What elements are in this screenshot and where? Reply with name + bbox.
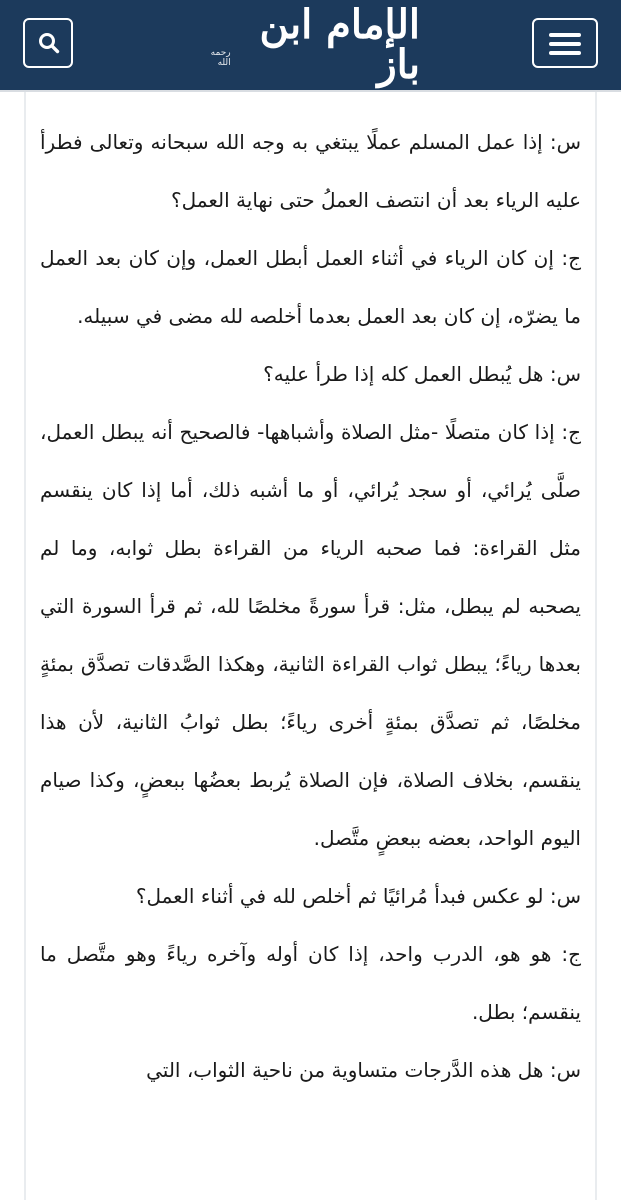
header-divider (0, 90, 621, 92)
content-border-right (595, 92, 597, 1200)
article-body (40, 113, 581, 1099)
question-paragraph: س: لو عكس فبدأ مُرائيًا ثم أخلص لله في أثناء العمل؟ (135, 884, 581, 908)
answer-paragraph: ج: إن كان الرياء في أثناء العمل أبطل العمل، وإن كان بعد العمل ما يضرّه، إن كان بعد العمل بعدما أخلصه لله مضى في سبيله. (40, 246, 581, 328)
question-paragraph: س: هل يُبطل العمل كله إذا طرأ عليه؟ (263, 362, 581, 386)
logo-honorific: رحمه الله (210, 48, 231, 68)
menu-button[interactable] (532, 18, 598, 68)
site-header (0, 0, 621, 90)
answer-paragraph: ج: إذا كان متصلًا -مثل الصلاة وأشباهها- فالصحيح أنه يبطل العمل، صلَّى يُرائي، أو سجد يُرائي، أو ما أشبه ذلك، أما إذا كان ينقسم مثل القراءة: فما صحبه الرياء من القراءة بطل ثوابه، وما لم يصحبه لم يبطل، مثل: قرأ سورةً مخلصًا لله، ثم قرأ السورة التي بعدها رياءً؛ يبطل ثواب القراءة الثانية، وهكذا الصَّدقات تصدَّق بمئةٍ مخلصًا، ثم تصدَّق بمئةٍ أخرى رياءً؛ بطل ثوابُ الثانية، لأن هذا ينقسم، بخلاف الصلاة، فإن الصلاة يُربط بعضُها ببعضٍ، وكذا صيام اليوم الواحد، بعضه ببعضٍ متَّصل. (40, 420, 581, 850)
question-paragraph: س: إذا عمل المسلم عملًا يبتغي به وجه الله سبحانه وتعالى فطرأ عليه الرياء بعد أن انتصف العملُ حتى نهاية العمل؟ (40, 130, 581, 212)
search-icon (38, 32, 60, 54)
answer-paragraph: ج: هو هو، الدرب واحد، إذا كان أوله وآخره رياءً وهو متَّصل ما ينقسم؛ بطل. (40, 942, 581, 1024)
content-border-left (24, 92, 26, 1200)
question-paragraph: س: هل هذه الدَّرجات متساوية من ناحية الثواب، التي (146, 1058, 581, 1082)
search-button[interactable] (23, 18, 73, 68)
site-logo[interactable] (200, 1, 420, 88)
logo-text: الإمام ابن باز (259, 1, 420, 88)
